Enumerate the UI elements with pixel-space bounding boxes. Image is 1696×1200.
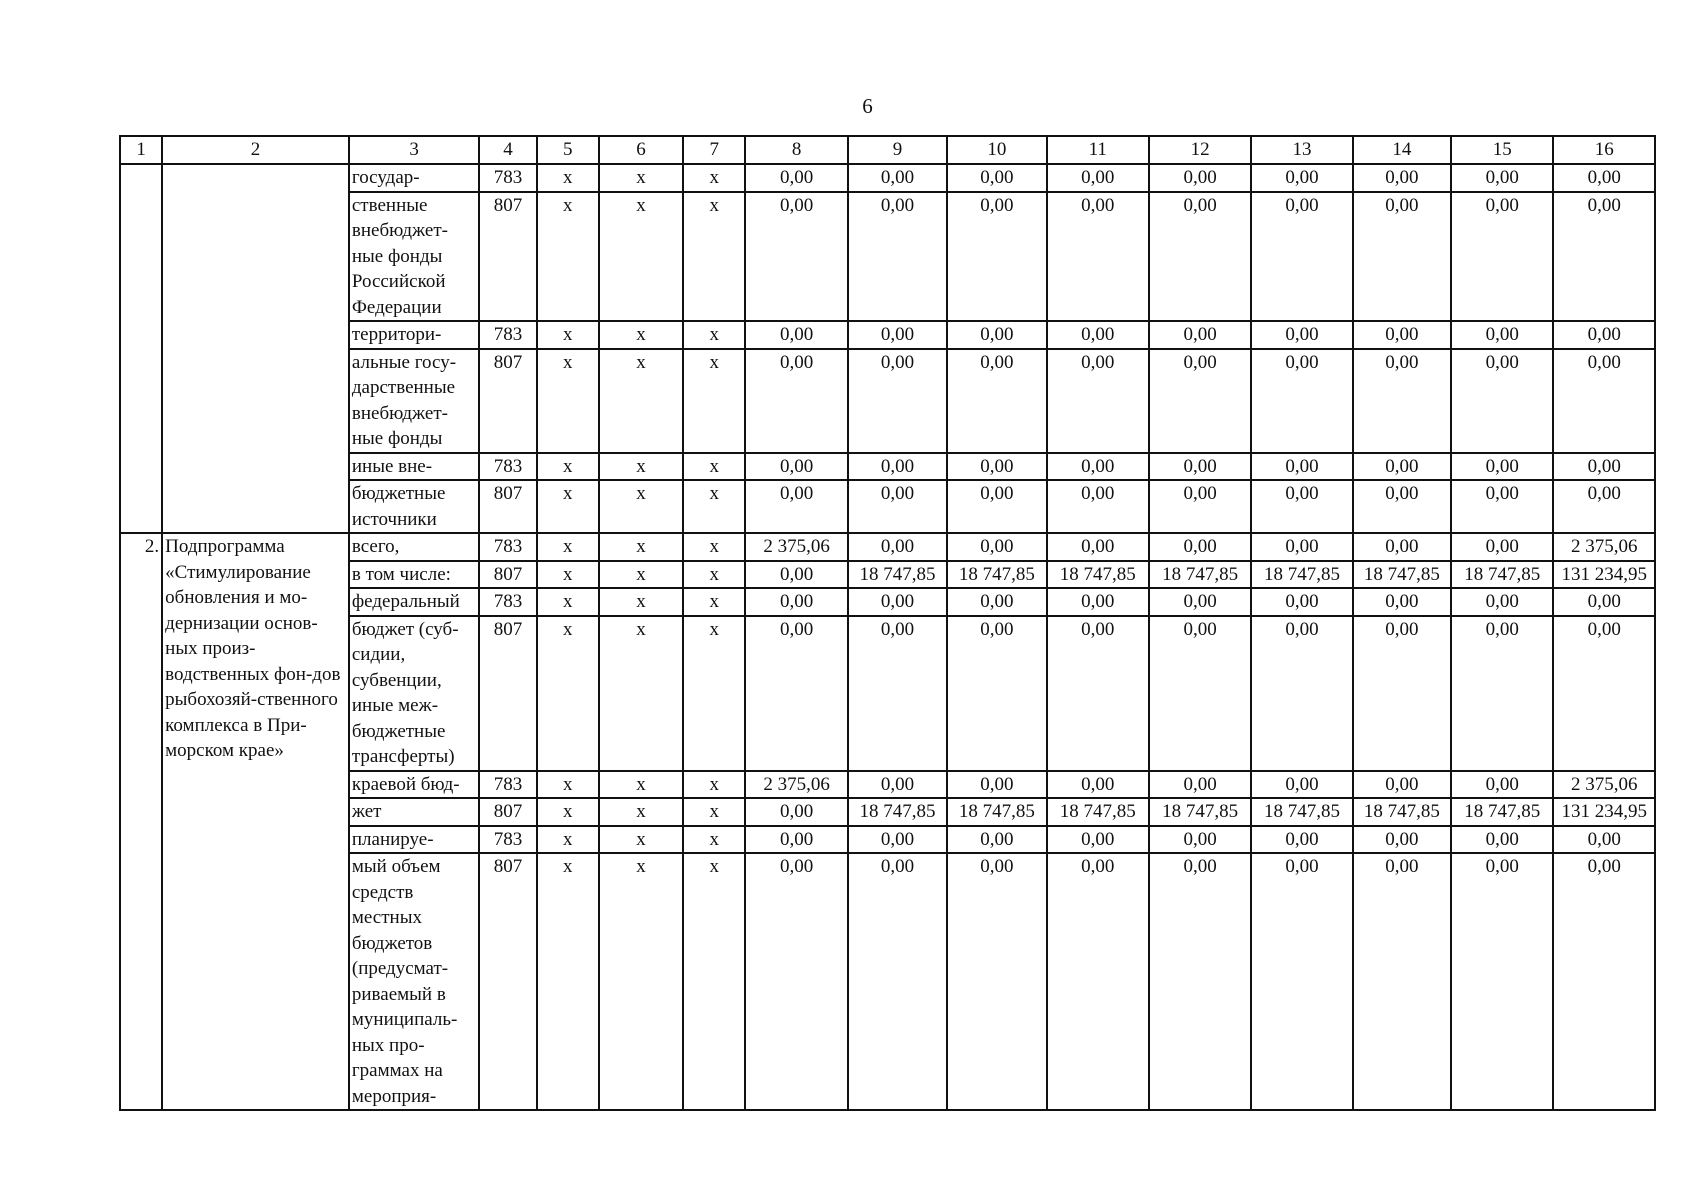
value-cell: 131 234,95: [1553, 798, 1655, 826]
value-cell: 0,00: [1451, 616, 1553, 771]
value-cell: 0,00: [848, 480, 947, 533]
funding-source-cell: всего,: [349, 533, 480, 561]
column-header: 8: [745, 136, 847, 164]
value-cell: х: [599, 798, 683, 826]
value-cell: 0,00: [1353, 192, 1451, 322]
value-cell: 0,00: [1251, 164, 1352, 192]
value-cell: 18 747,85: [947, 798, 1046, 826]
value-cell: 0,00: [947, 616, 1046, 771]
column-header: 4: [479, 136, 536, 164]
value-cell: 0,00: [1047, 164, 1149, 192]
value-cell: 0,00: [745, 588, 847, 616]
value-cell: 0,00: [1553, 192, 1655, 322]
value-cell: х: [537, 771, 599, 799]
value-cell: 0,00: [1047, 349, 1149, 453]
value-cell: х: [537, 798, 599, 826]
value-cell: 0,00: [1553, 853, 1655, 1110]
value-cell: 0,00: [745, 480, 847, 533]
value-cell: 0,00: [1251, 771, 1352, 799]
column-header: 5: [537, 136, 599, 164]
value-cell: 0,00: [1353, 349, 1451, 453]
funding-source-cell: бюджет (суб-сидии, субвенции, иные меж-бюджетные трансферты): [349, 616, 480, 771]
value-cell: 0,00: [1149, 453, 1251, 481]
value-cell: 131 234,95: [1553, 561, 1655, 589]
value-cell: 2 375,06: [745, 771, 847, 799]
funding-source-cell: территори-: [349, 321, 480, 349]
value-cell: 18 747,85: [1149, 561, 1251, 589]
value-cell: 0,00: [1353, 616, 1451, 771]
value-cell: 2 375,06: [1553, 533, 1655, 561]
value-cell: 0,00: [1553, 349, 1655, 453]
value-cell: 0,00: [1047, 321, 1149, 349]
value-cell: 0,00: [1047, 826, 1149, 854]
value-cell: 18 747,85: [1353, 798, 1451, 826]
value-cell: 0,00: [1353, 588, 1451, 616]
table-row: [120, 853, 1655, 1110]
row-number-cell: 2.: [120, 533, 162, 1110]
code-cell: 783: [479, 321, 536, 349]
value-cell: х: [537, 164, 599, 192]
funding-source-cell: государ-: [349, 164, 480, 192]
value-cell: 0,00: [1353, 321, 1451, 349]
value-cell: х: [683, 798, 745, 826]
code-cell: 783: [479, 771, 536, 799]
code-cell: 807: [479, 616, 536, 771]
column-header-row: [120, 136, 1655, 164]
value-cell: 0,00: [1353, 771, 1451, 799]
table-row: [120, 826, 1655, 854]
value-cell: х: [537, 561, 599, 589]
funding-source-cell: мый объем средств местных бюджетов (предусмат-риваемый в муниципаль-ных про-граммах на мероприя-: [349, 853, 480, 1110]
value-cell: х: [537, 453, 599, 481]
value-cell: 0,00: [947, 826, 1046, 854]
value-cell: х: [683, 853, 745, 1110]
code-cell: 807: [479, 192, 536, 322]
program-name-cell: Подпрограмма «Стимулирование обновления и мо-дернизации основ-ных произ-водственных фон-дов рыбохозяй-ственного комплекса в При-морском крае»: [162, 533, 349, 1110]
value-cell: 0,00: [1353, 164, 1451, 192]
value-cell: х: [537, 321, 599, 349]
value-cell: 0,00: [1149, 349, 1251, 453]
value-cell: 0,00: [1451, 771, 1553, 799]
value-cell: 18 747,85: [1149, 798, 1251, 826]
value-cell: 0,00: [848, 164, 947, 192]
value-cell: 0,00: [947, 771, 1046, 799]
column-header: 2: [162, 136, 349, 164]
value-cell: 0,00: [848, 453, 947, 481]
table-row: [120, 561, 1655, 589]
value-cell: х: [683, 616, 745, 771]
value-cell: 0,00: [947, 349, 1046, 453]
value-cell: 0,00: [1451, 164, 1553, 192]
value-cell: х: [537, 588, 599, 616]
value-cell: 18 747,85: [1251, 798, 1352, 826]
value-cell: 0,00: [848, 616, 947, 771]
value-cell: х: [599, 853, 683, 1110]
column-header: 9: [848, 136, 947, 164]
budget-table: [119, 135, 1656, 1111]
value-cell: 0,00: [1451, 349, 1553, 453]
value-cell: 0,00: [1353, 853, 1451, 1110]
value-cell: 0,00: [1451, 321, 1553, 349]
value-cell: 0,00: [1451, 192, 1553, 322]
column-header: 11: [1047, 136, 1149, 164]
value-cell: 0,00: [848, 853, 947, 1110]
value-cell: 0,00: [1553, 616, 1655, 771]
value-cell: х: [683, 561, 745, 589]
funding-source-cell: бюджетные источники: [349, 480, 480, 533]
value-cell: 0,00: [1149, 480, 1251, 533]
value-cell: 0,00: [848, 533, 947, 561]
table-row: [120, 533, 1655, 561]
value-cell: 0,00: [1149, 588, 1251, 616]
value-cell: 0,00: [1149, 533, 1251, 561]
column-header: 12: [1149, 136, 1251, 164]
value-cell: х: [599, 771, 683, 799]
value-cell: 0,00: [1047, 480, 1149, 533]
value-cell: 0,00: [947, 853, 1046, 1110]
table-row: [120, 164, 1655, 192]
row-number-cell: [120, 164, 162, 533]
value-cell: 0,00: [1451, 533, 1553, 561]
column-header: 10: [947, 136, 1046, 164]
funding-source-cell: краевой бюд-: [349, 771, 480, 799]
value-cell: 0,00: [848, 321, 947, 349]
value-cell: 0,00: [1353, 826, 1451, 854]
value-cell: 0,00: [947, 192, 1046, 322]
value-cell: х: [683, 321, 745, 349]
value-cell: 0,00: [1451, 453, 1553, 481]
value-cell: 18 747,85: [1451, 561, 1553, 589]
code-cell: 807: [479, 561, 536, 589]
value-cell: 0,00: [745, 192, 847, 322]
value-cell: 0,00: [1251, 321, 1352, 349]
code-cell: 807: [479, 853, 536, 1110]
value-cell: 18 747,85: [1251, 561, 1352, 589]
value-cell: 0,00: [947, 164, 1046, 192]
value-cell: х: [599, 616, 683, 771]
value-cell: 0,00: [1149, 616, 1251, 771]
value-cell: х: [599, 826, 683, 854]
value-cell: х: [599, 453, 683, 481]
value-cell: х: [599, 321, 683, 349]
value-cell: 0,00: [1149, 853, 1251, 1110]
value-cell: 0,00: [1251, 480, 1352, 533]
funding-source-cell: в том числе:: [349, 561, 480, 589]
value-cell: 2 375,06: [745, 533, 847, 561]
value-cell: 0,00: [947, 453, 1046, 481]
funding-source-cell: жет: [349, 798, 480, 826]
value-cell: 2 375,06: [1553, 771, 1655, 799]
value-cell: 0,00: [947, 321, 1046, 349]
value-cell: 0,00: [1149, 192, 1251, 322]
code-cell: 783: [479, 453, 536, 481]
value-cell: 0,00: [745, 798, 847, 826]
value-cell: х: [683, 771, 745, 799]
value-cell: х: [683, 164, 745, 192]
value-cell: 0,00: [745, 349, 847, 453]
value-cell: х: [537, 349, 599, 453]
value-cell: 0,00: [1047, 853, 1149, 1110]
table-row: [120, 588, 1655, 616]
value-cell: х: [537, 826, 599, 854]
value-cell: 0,00: [1553, 480, 1655, 533]
value-cell: х: [599, 164, 683, 192]
code-cell: 783: [479, 588, 536, 616]
value-cell: 0,00: [1553, 321, 1655, 349]
program-name-cell: [162, 164, 349, 533]
value-cell: х: [683, 453, 745, 481]
value-cell: 0,00: [947, 480, 1046, 533]
column-header: 16: [1553, 136, 1655, 164]
value-cell: 0,00: [745, 321, 847, 349]
value-cell: 0,00: [848, 192, 947, 322]
column-header: 13: [1251, 136, 1352, 164]
table-row: [120, 349, 1655, 453]
value-cell: 0,00: [745, 453, 847, 481]
value-cell: х: [599, 561, 683, 589]
value-cell: 0,00: [1553, 453, 1655, 481]
code-cell: 783: [479, 826, 536, 854]
value-cell: 18 747,85: [1353, 561, 1451, 589]
value-cell: 0,00: [848, 771, 947, 799]
table-row: [120, 453, 1655, 481]
value-cell: 0,00: [1251, 453, 1352, 481]
column-header: 6: [599, 136, 683, 164]
value-cell: 18 747,85: [848, 798, 947, 826]
value-cell: 0,00: [1047, 771, 1149, 799]
value-cell: 0,00: [1251, 853, 1352, 1110]
value-cell: 0,00: [1047, 588, 1149, 616]
value-cell: 0,00: [1251, 616, 1352, 771]
value-cell: х: [537, 192, 599, 322]
value-cell: х: [683, 349, 745, 453]
column-header: 15: [1451, 136, 1553, 164]
value-cell: х: [683, 588, 745, 616]
column-header: 7: [683, 136, 745, 164]
value-cell: 0,00: [1251, 349, 1352, 453]
funding-source-cell: ственные внебюджет-ные фонды Российской Федерации: [349, 192, 480, 322]
value-cell: 0,00: [1251, 533, 1352, 561]
value-cell: 0,00: [745, 853, 847, 1110]
value-cell: х: [537, 480, 599, 533]
column-header: 14: [1353, 136, 1451, 164]
value-cell: 18 747,85: [1047, 561, 1149, 589]
value-cell: 0,00: [1553, 588, 1655, 616]
value-cell: 0,00: [848, 588, 947, 616]
table-row: [120, 798, 1655, 826]
value-cell: 0,00: [1251, 826, 1352, 854]
code-cell: 807: [479, 480, 536, 533]
value-cell: 0,00: [745, 826, 847, 854]
value-cell: 0,00: [947, 533, 1046, 561]
code-cell: 807: [479, 798, 536, 826]
code-cell: 783: [479, 533, 536, 561]
value-cell: х: [537, 533, 599, 561]
table-row: [120, 321, 1655, 349]
table-row: [120, 192, 1655, 322]
value-cell: 18 747,85: [947, 561, 1046, 589]
value-cell: 0,00: [1353, 533, 1451, 561]
value-cell: 0,00: [1553, 826, 1655, 854]
value-cell: 18 747,85: [1047, 798, 1149, 826]
value-cell: 0,00: [1353, 480, 1451, 533]
value-cell: х: [599, 533, 683, 561]
funding-source-cell: альные госу-дарственные внебюджет-ные фонды: [349, 349, 480, 453]
value-cell: 0,00: [1149, 164, 1251, 192]
value-cell: 0,00: [1149, 771, 1251, 799]
value-cell: х: [537, 616, 599, 771]
value-cell: 18 747,85: [848, 561, 947, 589]
value-cell: х: [683, 192, 745, 322]
value-cell: 18 747,85: [1451, 798, 1553, 826]
value-cell: 0,00: [1149, 826, 1251, 854]
table-body: [120, 164, 1655, 1110]
value-cell: 0,00: [947, 588, 1046, 616]
funding-source-cell: иные вне-: [349, 453, 480, 481]
value-cell: 0,00: [1047, 616, 1149, 771]
funding-source-cell: планируе-: [349, 826, 480, 854]
table-row: [120, 771, 1655, 799]
value-cell: 0,00: [1553, 164, 1655, 192]
value-cell: 0,00: [1047, 453, 1149, 481]
value-cell: 0,00: [1149, 321, 1251, 349]
value-cell: 0,00: [1451, 853, 1553, 1110]
value-cell: х: [683, 826, 745, 854]
value-cell: х: [599, 349, 683, 453]
value-cell: 0,00: [1047, 533, 1149, 561]
value-cell: х: [599, 588, 683, 616]
value-cell: х: [683, 480, 745, 533]
page-number: 6: [862, 94, 873, 118]
code-cell: 783: [479, 164, 536, 192]
value-cell: 0,00: [1451, 588, 1553, 616]
value-cell: 0,00: [1047, 192, 1149, 322]
table-row: [120, 480, 1655, 533]
value-cell: 0,00: [1251, 192, 1352, 322]
column-header: 3: [349, 136, 480, 164]
value-cell: 0,00: [745, 561, 847, 589]
funding-source-cell: федеральный: [349, 588, 480, 616]
value-cell: 0,00: [1353, 453, 1451, 481]
value-cell: 0,00: [848, 826, 947, 854]
value-cell: 0,00: [745, 616, 847, 771]
value-cell: 0,00: [1451, 480, 1553, 533]
value-cell: х: [599, 192, 683, 322]
table-row: [120, 616, 1655, 771]
code-cell: 807: [479, 349, 536, 453]
value-cell: 0,00: [1251, 588, 1352, 616]
value-cell: х: [599, 480, 683, 533]
value-cell: 0,00: [1451, 826, 1553, 854]
value-cell: 0,00: [745, 164, 847, 192]
value-cell: х: [683, 533, 745, 561]
column-header: 1: [120, 136, 162, 164]
value-cell: 0,00: [848, 349, 947, 453]
value-cell: х: [537, 853, 599, 1110]
